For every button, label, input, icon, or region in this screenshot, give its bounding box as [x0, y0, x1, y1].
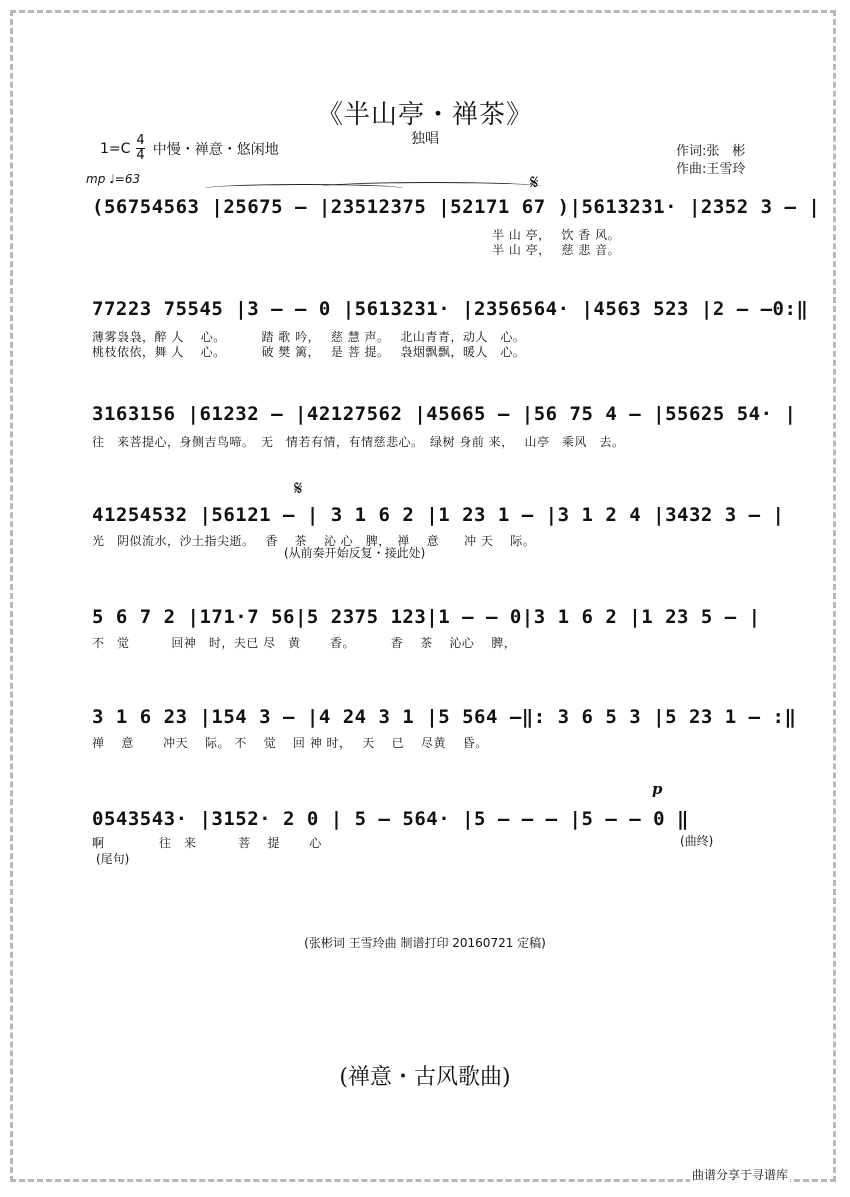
- composer-credit: 作曲:王雪玲: [676, 162, 746, 177]
- dynamic-marking: p: [652, 780, 663, 798]
- key-signature: [100, 134, 279, 163]
- segno-mark-2: 𝄋: [294, 476, 303, 500]
- score-line-2: [92, 298, 809, 368]
- score-line-4: [92, 504, 785, 554]
- notation: 5 6 7 2 |171·7 56|5 2375 123|1 – – 0|3 1 6 2 |1 23 5 – |: [92, 606, 761, 628]
- lyric-verse-1: 半 山 亭， 饮 香 风。: [92, 228, 621, 242]
- site-watermark: 曲谱分享于寻谱库: [692, 1168, 789, 1182]
- tempo-marking: mp ♩=63: [86, 172, 141, 186]
- lyric-verse-1: 禅 意 冲天 际。 不 觉 回 神 时， 天 已 尽黄 昏。: [92, 736, 488, 750]
- repeat-instruction: (从前奏开始反复・接此处): [284, 546, 426, 560]
- segno-mark-1: 𝄋: [530, 170, 539, 194]
- notation: (56754563 |25675 – |23512375 |52171 67 )|5613231· |2352 3 – |: [92, 196, 821, 218]
- page-title: 《半山亭・禅茶》: [316, 100, 533, 130]
- lyricist-credit: 作词:张 彬: [676, 144, 746, 159]
- notation: 0543543· |3152· 2 0 | 5 – 564· |5 – – – |5 – – 0 ‖: [92, 808, 689, 830]
- notation: 77223 75545 |3 – – 0 |5613231· |2356564· |4563 523 |2 – –0:‖: [92, 298, 809, 320]
- time-top: 4: [136, 133, 145, 148]
- lyric-verse-1: 往 来菩提心，身侧吉鸟啼。 无 情若有情，有情慈悲心。 绿树 身前 来， 山亭 乘风 去。: [92, 435, 625, 449]
- lyric-verse-1: 光 阴似流水，沙土指尖逝。 香 茶 沁 心 脾， 禅 意 冲 天 际。: [92, 534, 536, 548]
- lyric-verse-2: 半 山 亭， 慈 悲 音。: [92, 243, 621, 257]
- performance-type: 独唱: [411, 131, 439, 147]
- time-bottom: 4: [136, 148, 145, 163]
- style-marking: 中慢・禅意・悠闲地: [152, 141, 279, 158]
- score-line-1: [92, 196, 821, 266]
- lyric-verse-1: 薄雾袅袅，醉 人 心。 踏 歌 吟， 慈 慧 声。 北山青青，动人 心。: [92, 330, 526, 344]
- score-line-5: [92, 606, 782, 656]
- notation: 41254532 |56121 – | 3 1 6 2 |1 23 1 – |3 1 2 4 |3432 3 – |: [92, 504, 785, 526]
- genre-caption: (禅意・古风歌曲): [339, 1065, 511, 1090]
- score-line-7: [92, 808, 782, 858]
- time-signature: [136, 134, 144, 163]
- tail-marking: (尾句): [96, 852, 130, 866]
- phrase-slur: [322, 182, 542, 191]
- key-label: 1=C: [100, 140, 131, 157]
- score-line-3: [92, 403, 797, 453]
- end-marking: (曲终): [680, 834, 714, 848]
- lyric-verse-1: 不 觉 回神 时，夫已 尽 黄 香。 香 茶 沁心 脾，: [92, 636, 517, 650]
- score-line-6: [92, 706, 797, 756]
- notation: 3 1 6 23 |154 3 – |4 24 3 1 |5 564 –‖: 3 6 5 3 |5 23 1 – :‖: [92, 706, 797, 728]
- notation: 3163156 |61232 – |42127562 |45665 – |56 75 4 – |55625 54· |: [92, 403, 797, 425]
- lyric-verse-2: 桃枝依依，舞 人 心。 破 樊 篱， 是 菩 提。 袅烟飘飘，暖人 心。: [92, 345, 526, 359]
- lyric-verse-1: 啊 往 来 菩 提 心: [92, 836, 322, 850]
- footer-credit: (张彬词 王雪玲曲 制谱打印 20160721 定稿): [304, 936, 546, 950]
